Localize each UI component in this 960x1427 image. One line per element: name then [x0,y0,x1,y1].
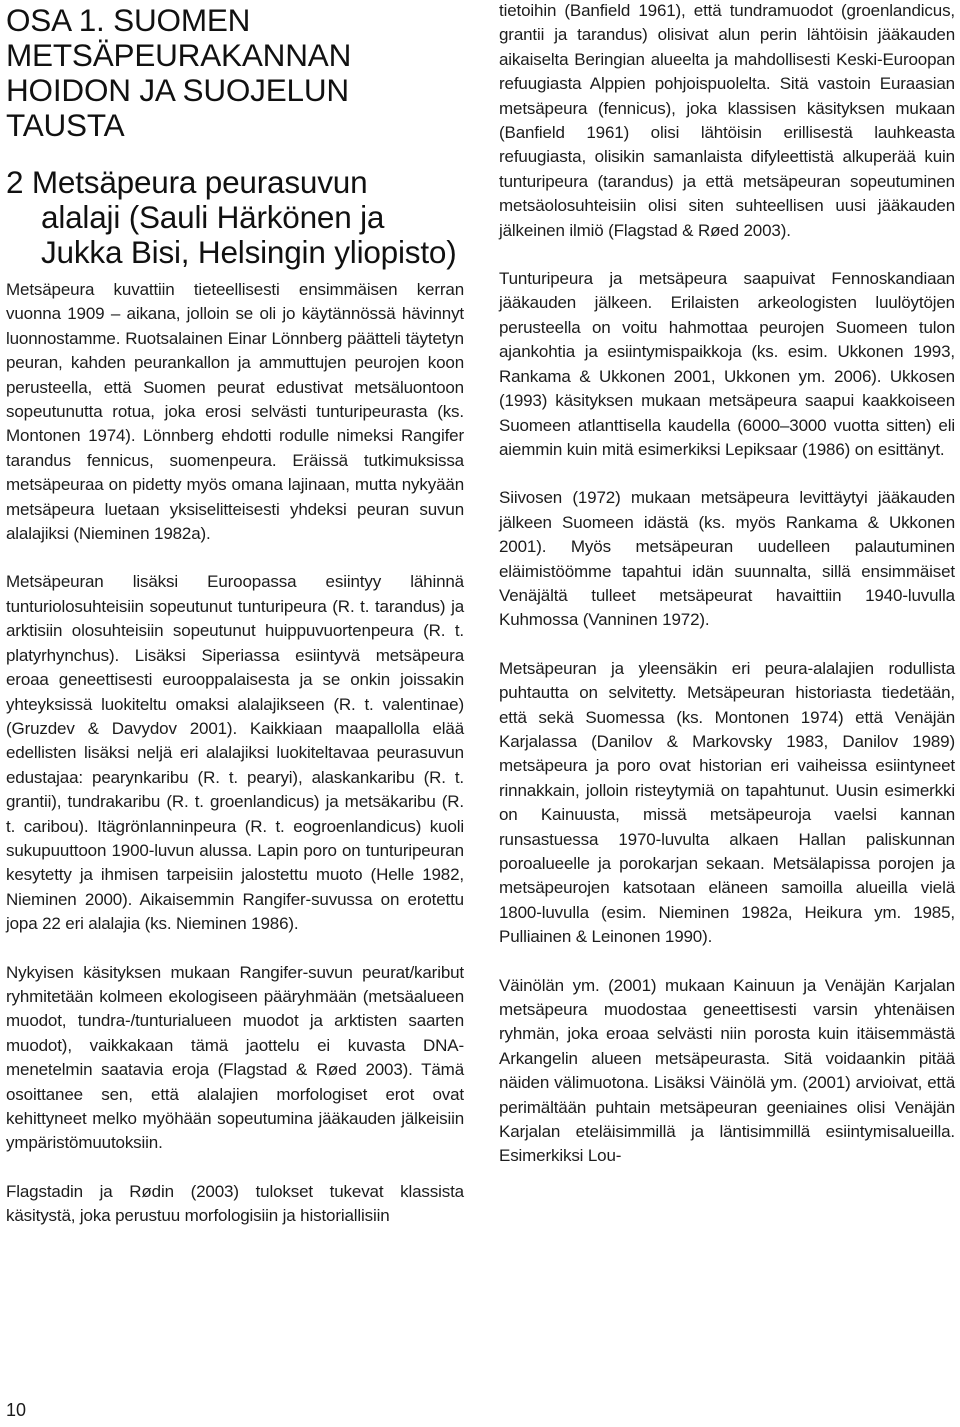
body-paragraph: Siivosen (1972) mukaan metsäpeura levittäytyi jääkauden jälkeen Suomeen idästä (ks. myös Rankama & Ukkonen 2001). Myös metsäpeuran uudelleen palautuminen eläimistöömme tapahtui idän suunnalta, sillä ensimmäiset Venäjältä tulleet metsäpeurat havaittiin 1940-luvulla Kuhmossa (Vanninen 1972). [499,488,955,630]
chapter-title [6,165,464,270]
chapter-title-line: alalaji (Sauli Härkönen ja [41,199,385,235]
body-paragraph: Metsäpeura kuvattiin tieteellisesti ensimmäisen kerran vuonna 1909 – aikana, jolloin se oli jo käytännössä hävinnyt luonnostamme. Ruotsalainen Einar Lönnberg päätteli täytetyn peuran, kahden peurankallon ja ammuttujen peurojen koon perusteella, että Suomen peurat edustivat metsäluontoon sopeutunutta rotua, joka erosi selvästi tunturipeurasta (ks. Montonen 1974). Lönnberg ehdotti rodulle nimeksi Rangifer tarandus fennicus, suomenpeura. Eräissä tutkimuksissa metsäpeuraa on pidetty myös omana lajinaan, mutta nykyään metsäpeura luetaan yksiselitteisesti yhdeksi peuran suvun alalajiksi (Nieminen 1982a). [6,280,464,544]
body-paragraph: Metsäpeuran lisäksi Euroopassa esiintyy lähinnä tunturiolosuhteisiin sopeutunut tunturipeura (R. t. tarandus) ja arktisiin olosuhteisiin sopeutunut huippuvuortenpeura (R. t. platyrhynchus). Lisäksi Siperiassa esiintyvä metsäpeura eroaa geneettisesti eurooppalaisesta ja se onkin joissakin yhteyksissä luokiteltu omaksi alalajikseen (R. t. valentinae) (Gruzdev & Davydov 2001). Kaikkiaan maapallolla elää edellisten lisäksi neljä eri alalajiksi luokiteltavaa peurasuvun edustajaa: pearynkaribu (R. t. pearyi), alaskankaribu (R. t. grantii), tundrakaribu (R. t. groenlandicus) ja metsäkaribu (R. t. caribou). Itägrönlanninpeura (R. t. eogroenlandicus) kuoli sukupuuttoon 1900-luvun alussa. Lapin poro on tunturipeuran kesytetty ja ihmisen tarpeisiin jalostettu muoto (Helle 1982, Nieminen 2000). Aikaisemmin Rangifer-suvussa on erotettu jopa 22 eri alalajia (ks. Nieminen 1986). [6,572,464,934]
body-paragraph: Tunturipeura ja metsäpeura saapuivat Fennoskandiaan jääkauden jälkeen. Erilaisten arkeologisten luulöytöjen perusteella on voitu hahmottaa peurojen Suomeen tulon ajankohtia ja esiintymispaikkoja (ks. esim. Ukkonen 1993, Rankama & Ukkonen 2001, Ukkonen ym. 2006). Ukkosen (1993) käsityksen mukaan metsäpeura saapui kaakkoiseen Suomeen atlanttisella kaudella (6000–3000 vuotta sitten) eli aiemmin kuin mitä esimerkiksi Lepiksaar (1986) on esittänyt. [499,269,955,459]
chapter-title-line: 2 Metsäpeura peurasuvun [6,164,368,200]
body-paragraph: tietoihin (Banfield 1961), että tundramuodot (groenlandicus, grantii ja tarandus) olisivat alun perin lähtöisin jääkauden aikaiselta Beringian alueelta ja mahdollisesti Keski-Euroopan refuugiasta Alppien pohjoispuolelta. Sitä vastoin Euraasian metsäpeura (fennicus), joka klassisen käsityksen mukaan (Banfield 1961) olisi lähtöisin erillisestä lauhkeasta refuugiasta, olisikin samanlaista difyleettistä alkuperää kuin tunturipeura (tarandus) ja että metsäpeuran sopeutuminen metsäolosuhteisiin olisi siten suhteellisen uusi jääkauden jälkeinen ilmiö (Flagstad & Røed 2003). [499,1,955,240]
right-column [499,0,955,1169]
chapter-title-line: Jukka Bisi, Helsingin yliopisto) [41,234,457,270]
section-title: OSA 1. SUOMEN METSÄPEURAKANNAN HOIDON JA SUOJELUN TAUSTA [6,2,352,143]
body-paragraph: Väinölän ym. (2001) mukaan Kainuun ja Venäjän Karjalan metsäpeura muodostaa geneettisesti varsin yhtenäisen ryhmän, joka eroaa selvästi niin porosta kuin itäisemmästä Arkangelin alueen metsäpeurasta. Sitä voidaankin pitää näiden välimuotona. Lisäksi Väinölä ym. (2001) arvioivat, että perimältään puhtain metsäpeuran geeniaines olisi Venäjän Karjalan eteläisimmillä ja läntisimmillä esiintymisalueilla. Esimerkiksi Lou- [499,975,955,1166]
body-paragraph: Metsäpeuran ja yleensäkin eri peura-alalajien rodullista puhtautta on selvitetty. Metsäpeuran historiasta tiedetään, että sekä Suomessa (ks. Montonen 1974) että Venäjän Karjalassa (Danilov & Markovsky 1983, Danilov 1989) metsäpeura ja poro ovat historian eri vaiheissa esiintyneet rinnakkain, jolloin risteytymiä on tapahtunut. Uusin esimerkki on Kainuusta, missä metsäpeuroja vaelsi kannan runsastuessa 1970-luvulta alkaen Hallan paliskunnan poroalueelle ja porokarjan sekaan. Metsälapissa porojen ja metsäpeurojen katsotaan eläneen samoilla alueilla vielä 1800-luvulla (esim. Nieminen 1982a, Heikura ym. 1985, Pulliainen & Leinonen 1990). [499,658,955,947]
body-paragraph: Flagstadin ja Rødin (2003) tulokset tukevat klassista käsitystä, joka perustuu morfologisiin ja historiallisiin [6,1181,464,1226]
left-column [6,0,464,1229]
body-paragraph: Nykyisen käsityksen mukaan Rangifer-suvun peurat/karibut ryhmitetään kolmeen ekologiseen pääryhmään (metsäalueen muodot, tundra-/tunturialueen muodot ja arktisten saarten muodot), vaikkakaan tämä jaottelu ei kuvasta DNA-menetelmin saatavia eroja (Flagstad & Røed 2003). Tämä osoittanee sen, että alalajien morfologiset erot ovat kehittyneet melko myöhään sopeutumina jääkauden jälkeisiin ympäristömuutoksiin. [6,962,464,1153]
page-number: 10 [6,1400,27,1420]
